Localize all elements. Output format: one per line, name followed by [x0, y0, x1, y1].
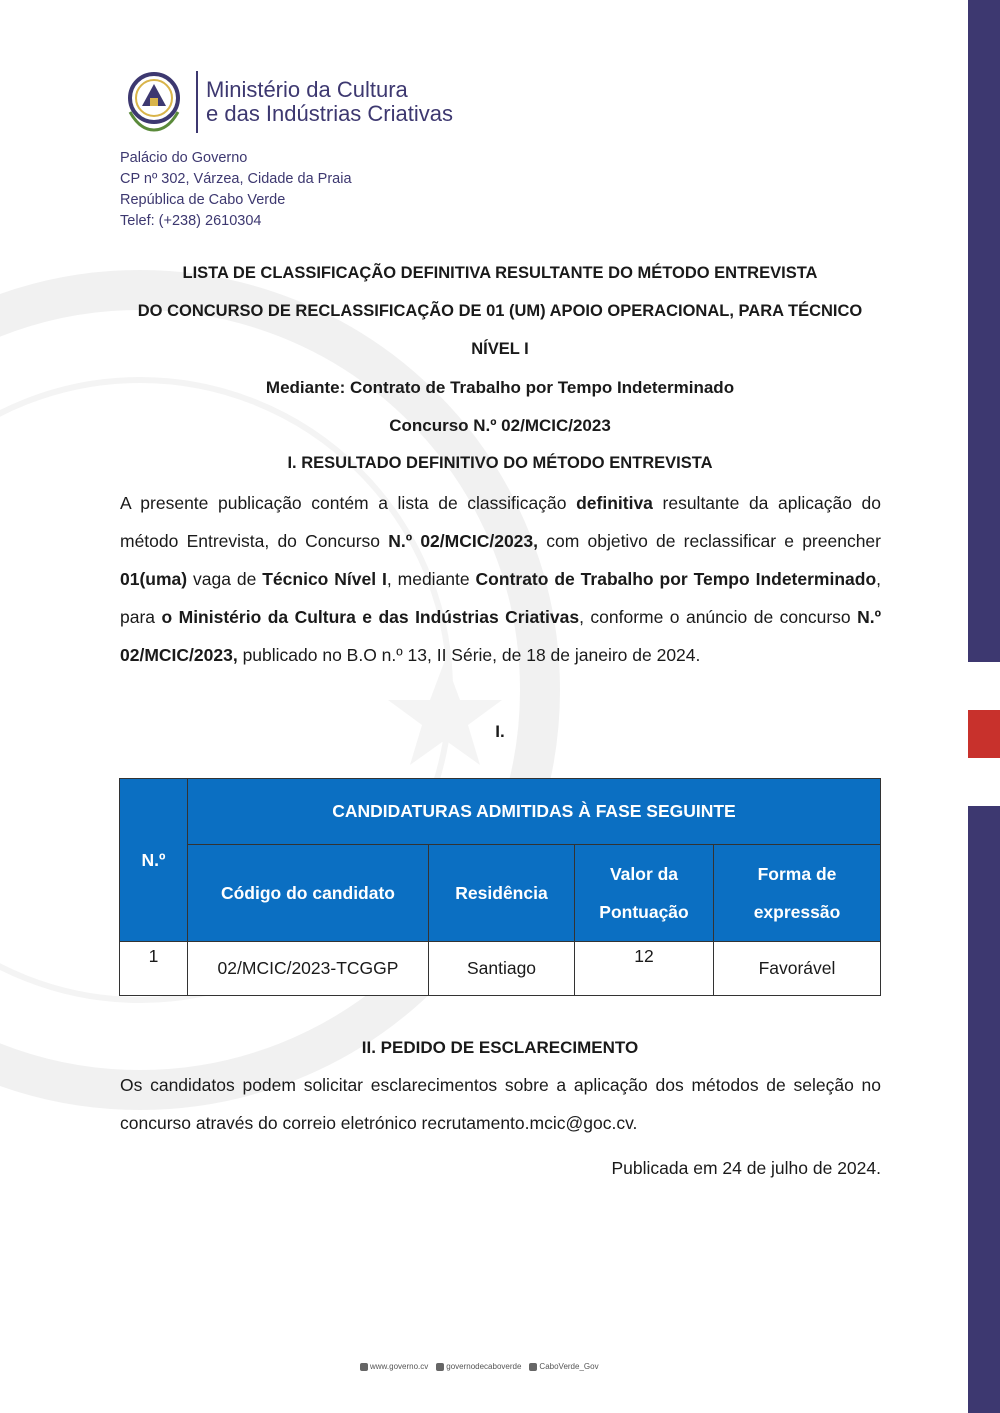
contest-number-line: Concurso N.º 02/MCIC/2023: [389, 416, 611, 435]
footer-twitter-text: CaboVerde_Gov: [539, 1362, 599, 1371]
paragraph-text: resultante da aplicação do método Entrevista, do Concurso: [120, 493, 881, 551]
table-header-row: [120, 845, 881, 942]
col-header-expression-line2: expressão: [753, 902, 841, 922]
paragraph-bold: definitiva: [576, 493, 653, 513]
section1-heading: I. RESULTADO DEFINITIVO DO MÉTODO ENTREVISTA: [287, 454, 713, 472]
results-table: [119, 778, 881, 996]
paragraph-text: A presente publicação contém a lista de classificação: [120, 493, 577, 513]
ministry-name: [206, 78, 453, 126]
table-header-row: [120, 779, 881, 845]
header-divider: [196, 71, 198, 133]
footer-facebook-text: governodecaboverde: [446, 1362, 522, 1371]
twitter-icon: [529, 1363, 537, 1371]
coat-of-arms-icon: [120, 68, 188, 136]
paragraph-bold: N.º 02/MCIC/2023,: [388, 531, 539, 551]
col-header-group: CANDIDATURAS ADMITIDAS À FASE SEGUINTE: [188, 779, 881, 845]
paragraph-text: publicado no B.O n.º 13, II Série, de 18 de janeiro de 2024.: [237, 645, 701, 665]
address-block: [120, 148, 352, 232]
col-header-expression: [714, 845, 881, 942]
intro-paragraph: [120, 484, 881, 674]
col-header-score-line1: Valor da: [609, 864, 679, 884]
paragraph-text: , para: [120, 569, 882, 627]
col-header-residence: Residência: [429, 845, 575, 942]
ministry-name-line2: e das Indústrias Criativas: [206, 101, 453, 126]
footer-website[interactable]: [360, 1362, 428, 1371]
publication-date: Publicada em 24 de julho de 2024.: [611, 1158, 881, 1178]
address-line: República de Cabo Verde: [120, 192, 286, 208]
paragraph-text: , mediante: [386, 569, 476, 589]
col-header-score: [575, 845, 714, 942]
edge-bar-top: [968, 0, 1000, 662]
cell-residence: Santiago: [429, 942, 575, 996]
paragraph-text: vaga de: [187, 569, 263, 589]
contract-type-line: Mediante: Contrato de Trabalho por Tempo Indeterminado: [265, 378, 735, 397]
document-title-line1: LISTA DE CLASSIFICAÇÃO DEFINITIVA RESULTANTE DO MÉTODO ENTREVISTA: [182, 264, 818, 282]
col-header-score-line2: Pontuação: [599, 902, 689, 922]
document-title-line2: DO CONCURSO DE RECLASSIFICAÇÃO DE 01 (UM) APOIO OPERACIONAL, PARA TÉCNICO: [137, 302, 863, 320]
address-line: Palácio do Governo: [120, 150, 248, 166]
col-header-number: N.º: [120, 779, 188, 942]
edge-bar-red: [968, 710, 1000, 758]
section2-heading: II. PEDIDO DE ESCLARECIMENTO: [361, 1038, 639, 1057]
footer-website-text: www.governo.cv: [370, 1362, 429, 1371]
page-footer: [360, 1362, 599, 1371]
cell-code: 02/MCIC/2023-TCGGP: [188, 942, 429, 996]
roman-marker: I.: [495, 722, 505, 741]
address-line: Telef: (+238) 2610304: [120, 213, 262, 229]
col-header-expression-line1: Forma de: [757, 864, 837, 884]
document-title-line3: NÍVEL I: [471, 340, 529, 358]
paragraph-bold: Técnico Nível I: [262, 569, 387, 589]
clarification-paragraph: Os candidatos podem solicitar esclarecimentos sobre a aplicação dos métodos de seleção no concurso através do correio eletrónico recrutamento.mcic@goc.cv.: [120, 1075, 881, 1133]
paragraph-text: com objetivo de reclassificar e preencher: [538, 531, 881, 551]
cell-score: 12: [575, 942, 714, 996]
paragraph-bold: 01(uma): [120, 569, 188, 589]
facebook-icon: [436, 1363, 444, 1371]
letterhead: [120, 68, 453, 136]
cell-expression: Favorável: [714, 942, 881, 996]
paragraph-bold: o Ministério da Cultura e das Indústrias Criativas: [161, 607, 580, 627]
paragraph-bold: N.º 02/MCIC/2023,: [120, 607, 881, 665]
address-line: CP nº 302, Várzea, Cidade da Praia: [120, 171, 352, 187]
footer-facebook[interactable]: [436, 1362, 521, 1371]
ministry-name-line1: Ministério da Cultura: [206, 77, 408, 102]
paragraph-bold: Contrato de Trabalho por Tempo Indeterminado: [475, 569, 877, 589]
table-row: [120, 942, 881, 996]
footer-twitter[interactable]: [529, 1362, 598, 1371]
edge-bar-bottom: [968, 806, 1000, 1413]
watermark-seal: [0, 240, 560, 1140]
paragraph-text: , conforme o anúncio de concurso: [579, 607, 858, 627]
cell-number: 1: [120, 942, 188, 996]
col-header-code: Código do candidato: [188, 845, 429, 942]
globe-icon: [360, 1363, 368, 1371]
